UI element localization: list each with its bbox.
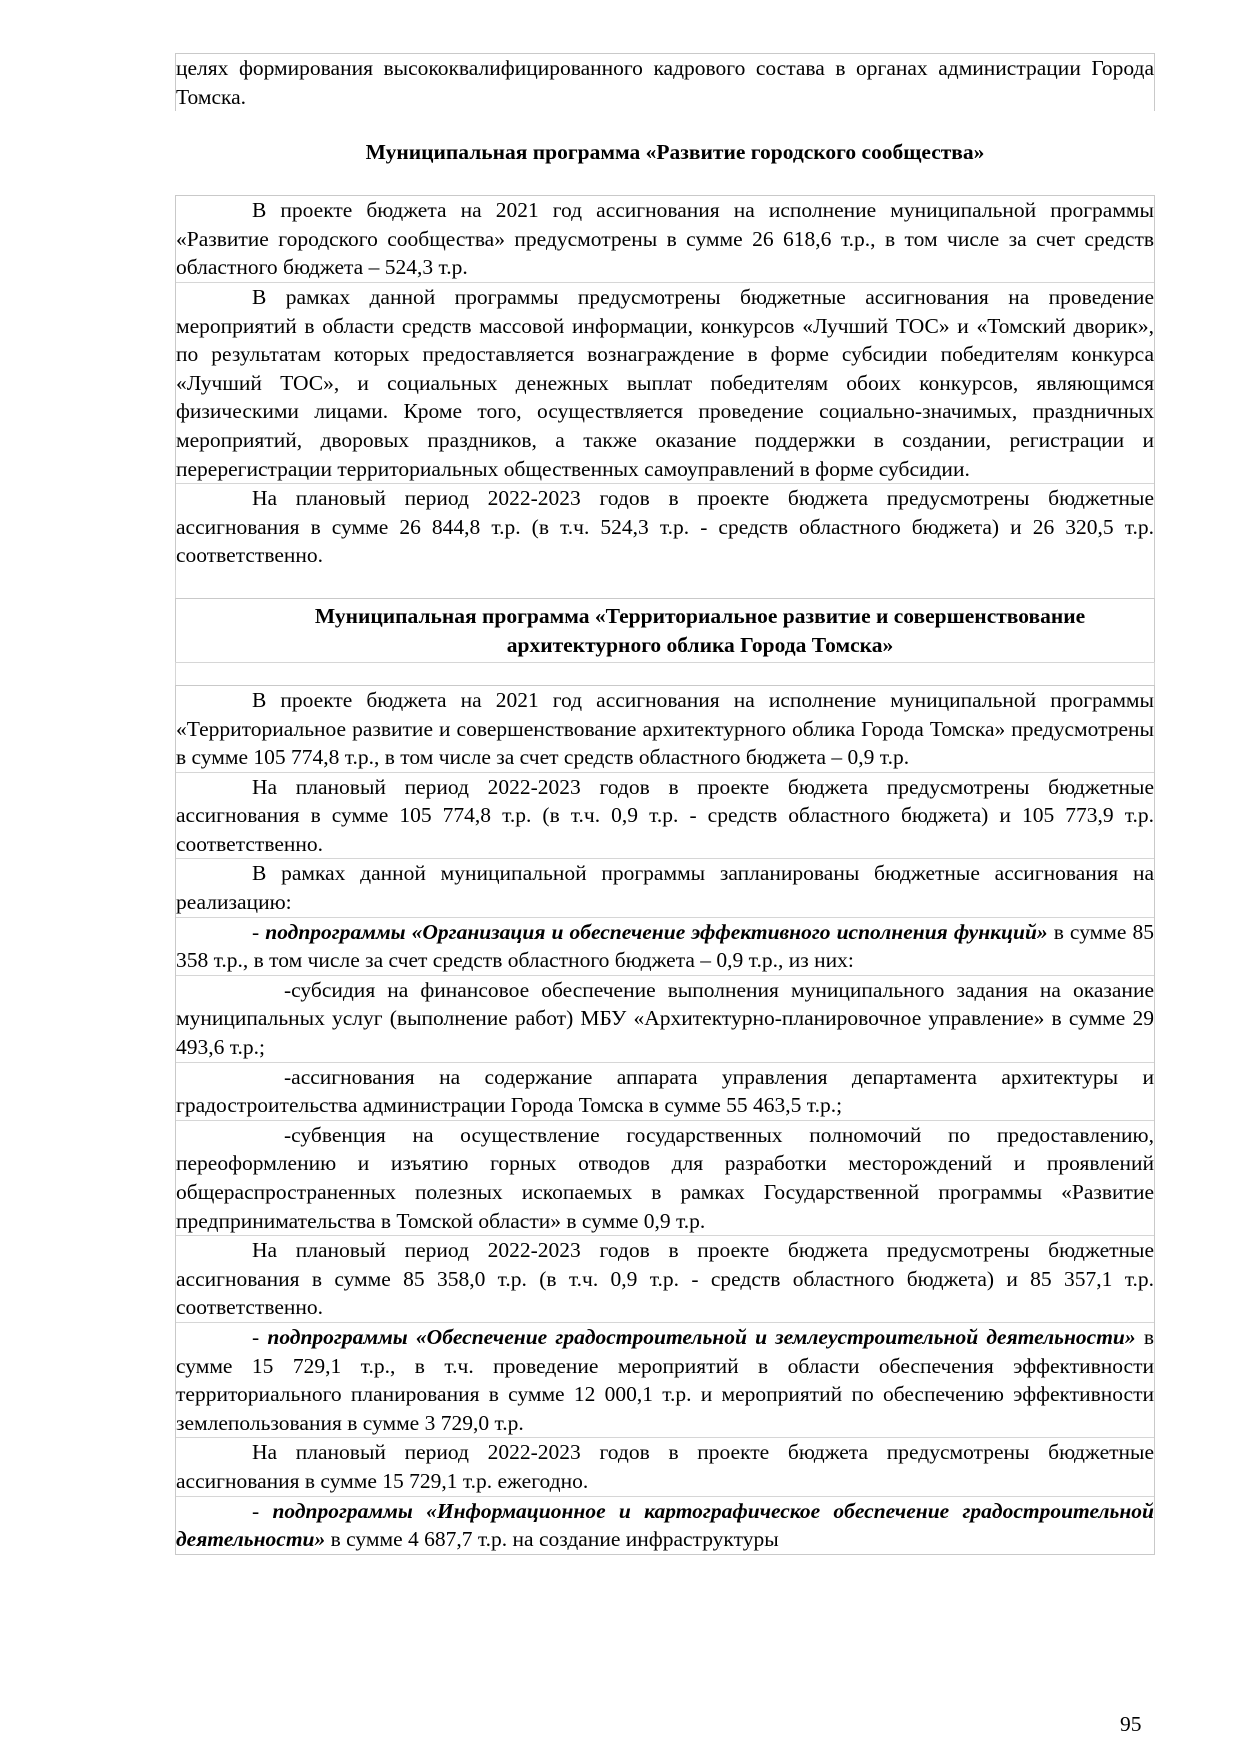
page-number: 95 xyxy=(1120,1712,1142,1736)
paragraph: На плановый период 2022-2023 годов в проекте бюджета предусмотрены бюджетные ассигнования в сумме 26 844,8 т.р. (в т.ч. 524,3 т.р. - средств областного бюджета) и 26 320,5 т.р. соответственно. xyxy=(176,486,1154,568)
section-title-community: Муниципальная программа «Развитие городского сообщества» xyxy=(365,140,985,165)
dash: - xyxy=(252,1324,268,1349)
paragraph: На плановый период 2022-2023 годов в проекте бюджета предусмотрены бюджетные ассигнования в сумме 85 358,0 т.р. (в т.ч. 0,9 т.р. - средств областного бюджета) и 85 357,1 т.р. соответственно. xyxy=(176,1236,1154,1323)
spacer xyxy=(175,662,1155,685)
list-item: -субсидия на финансовое обеспечение выполнения муниципального задания на оказание муниципальных услуг (выполнение работ) МБУ «Архитектурно-планировочное управление» в сумме 29 493,6 т.р.; xyxy=(176,976,1154,1063)
subprogram-paragraph xyxy=(176,1323,1154,1438)
paragraph: На плановый период 2022-2023 годов в проекте бюджета предусмотрены бюджетные ассигнования в сумме 15 729,1 т.р. ежегодно. xyxy=(176,1438,1154,1496)
paragraph: В рамках данной муниципальной программы запланированы бюджетные ассигнования на реализацию: xyxy=(176,859,1154,917)
subprogram-name: подпрограммы «Обеспечение градостроительной и землеустроительной деятельности» xyxy=(267,1324,1136,1349)
paragraph: В проекте бюджета на 2021 год ассигнования на исполнение муниципальной программы «Территориальное развитие и совершенствование архитектурного облика Города Томска» предусмотрены в сумме 105 774,8 т.р., в том числе за счет средств областного бюджета – 0,9 т.р. xyxy=(176,686,1154,773)
subprogram-text: в сумме 85 358 т.р., в том числе за счет средств областного бюджета – 0,9 т.р., из них: xyxy=(176,919,1154,973)
subprogram-name: подпрограммы «Информационное и картографическое обеспечение градостроительной деятельности» xyxy=(176,1498,1154,1552)
section-title-block xyxy=(175,598,1155,662)
subprogram-text: в сумме 15 729,1 т.р., в т.ч. проведение мероприятий в области обеспечения эффективности территориального планирования в сумме 12 000,1 т.р. и мероприятий по обеспечению эффективности землепользования в сумме 3 729,0 т.р. xyxy=(176,1324,1154,1435)
document-page xyxy=(175,53,1155,1555)
dash: - xyxy=(252,1498,273,1523)
intro-block xyxy=(175,53,1155,111)
section-community-body xyxy=(175,195,1155,570)
subprogram-name: подпрограммы «Организация и обеспечение эффективного исполнения функций» xyxy=(265,919,1048,944)
paragraph: В рамках данной программы предусмотрены бюджетные ассигнования на проведение мероприятий в области средств массовой информации, конкурсов «Лучший ТОС» и «Томский дворик», по результатам которых предоставляется вознаграждение в форме субсидии победителям конкурса «Лучший ТОС», и социальных денежных выплат победителям обоих конкурсов, являющимся физическими лицами. Кроме того, осуществляется проведение социально-значимых, праздничных мероприятий, дворовых праздников, а также оказание поддержки в создании, регистрации и перерегистрации территориальных общественных самоуправлений в форме субсидии. xyxy=(176,283,1154,484)
subprogram-paragraph xyxy=(176,1497,1154,1554)
dash: - xyxy=(252,919,266,944)
paragraph: На плановый период 2022-2023 годов в проекте бюджета предусмотрены бюджетные ассигнования в сумме 105 774,8 т.р. (в т.ч. 0,9 т.р. - средств областного бюджета) и 105 773,9 т.р. соответственно. xyxy=(176,773,1154,860)
paragraph: В проекте бюджета на 2021 год ассигнования на исполнение муниципальной программы «Развитие городского сообщества» предусмотрены в сумме 26 618,6 т.р., в том числе за счет средств областного бюджета – 524,3 т.р. xyxy=(176,196,1154,283)
intro-paragraph: целях формирования высококвалифицированного кадрового состава в органах администрации Города Томска. xyxy=(176,56,1154,109)
subprogram-text: в сумме 4 687,7 т.р. на создание инфраструктуры xyxy=(325,1527,779,1552)
section-territorial-body xyxy=(175,685,1155,1555)
subprogram-paragraph xyxy=(176,918,1154,976)
section-title-territorial: Муниципальная программа «Территориальное развитие и совершенствование архитектурного облика Города Томска» xyxy=(314,603,1086,657)
spacer xyxy=(175,570,1155,598)
list-item: -ассигнования на содержание аппарата управления департамента архитектуры и градостроительства администрации Города Томска в сумме 55 463,5 т.р.; xyxy=(176,1063,1154,1121)
list-item: -субвенция на осуществление государственных полномочий по предоставлению, переоформлению и изъятию горных отводов для разработки месторождений и проявлений общераспространенных полезных ископаемых в рамках Государственной программы «Развитие предпринимательства в Томской области» в сумме 0,9 т.р. xyxy=(176,1121,1154,1236)
